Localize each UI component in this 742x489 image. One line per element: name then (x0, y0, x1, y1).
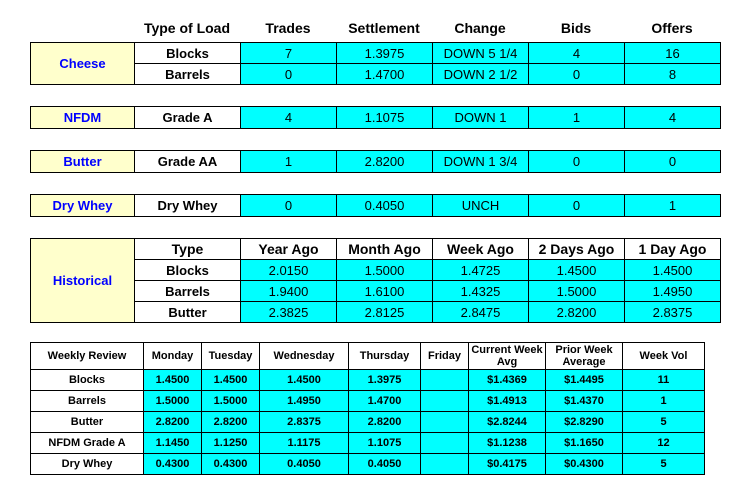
offers-cell: 16 (625, 43, 721, 64)
value-cell: $1.4370 (546, 391, 623, 412)
bids-cell: 0 (529, 64, 625, 85)
change-cell: DOWN 1 3/4 (433, 151, 529, 173)
value-cell: $0.4300 (546, 454, 623, 475)
historical-header-row (31, 239, 721, 260)
value-cell: 1.1250 (202, 433, 260, 454)
drywhey-table (30, 194, 721, 217)
trades-cell: 0 (241, 64, 337, 85)
value-cell: 2.8200 (202, 412, 260, 433)
value-cell: 1.6100 (337, 281, 433, 302)
value-cell: $2.8290 (546, 412, 623, 433)
weekly-header: Week Vol (623, 343, 705, 370)
value-cell: $1.4913 (469, 391, 546, 412)
value-cell: 2.3825 (241, 302, 337, 323)
weekly-header: Thursday (349, 343, 421, 370)
trades-cell: 0 (241, 195, 337, 217)
header-row (134, 17, 720, 39)
value-cell: 1.5000 (529, 281, 625, 302)
value-cell: 1.3975 (349, 370, 421, 391)
drywhey-label: Dry Whey (31, 195, 135, 217)
header-type-of-load: Type of Load (143, 20, 231, 36)
change-cell: UNCH (433, 195, 529, 217)
product-cell: Butter (31, 412, 144, 433)
value-cell: 1.5000 (202, 391, 260, 412)
value-cell: 0.4300 (144, 454, 202, 475)
historical-row-blocks (31, 260, 721, 281)
header-settlement: Settlement (348, 20, 420, 36)
type-cell: Blocks (135, 260, 241, 281)
weekly-review-table (30, 342, 705, 475)
value-cell: 2.8125 (337, 302, 433, 323)
nfdm-row (31, 107, 721, 129)
trades-cell: 7 (241, 43, 337, 64)
value-cell (421, 412, 469, 433)
trades-cell: 1 (241, 151, 337, 173)
butter-label: Butter (31, 151, 135, 173)
header-trades: Trades (265, 20, 311, 36)
header-bids: Bids (560, 20, 592, 36)
value-cell: 2.8475 (433, 302, 529, 323)
value-cell: 1.4500 (260, 370, 349, 391)
value-cell: 1.4500 (144, 370, 202, 391)
value-cell: $2.8244 (469, 412, 546, 433)
historical-label: Historical (31, 239, 135, 323)
weekly-header: Monday (144, 343, 202, 370)
offers-cell: 1 (625, 195, 721, 217)
value-cell (421, 370, 469, 391)
historical-header: Type (135, 239, 241, 260)
butter-row (31, 151, 721, 173)
weekly-header: Tuesday (202, 343, 260, 370)
header-change: Change (454, 20, 506, 36)
nfdm-label: NFDM (31, 107, 135, 129)
value-cell: 2.8200 (349, 412, 421, 433)
historical-header: 1 Day Ago (625, 239, 721, 260)
product-cell: Barrels (31, 391, 144, 412)
value-cell (421, 454, 469, 475)
value-cell: 2.8200 (529, 302, 625, 323)
value-cell: 1.4950 (260, 391, 349, 412)
type-cell: Blocks (135, 43, 241, 64)
weekly-header: Prior Week Average (546, 343, 623, 370)
historical-row-barrels (31, 281, 721, 302)
value-cell: 1.1075 (349, 433, 421, 454)
value-cell: 1.4950 (625, 281, 721, 302)
value-cell: 0.4050 (260, 454, 349, 475)
product-cell: Dry Whey (31, 454, 144, 475)
value-cell: 1.5000 (337, 260, 433, 281)
trades-cell: 4 (241, 107, 337, 129)
value-cell: 2.0150 (241, 260, 337, 281)
offers-cell: 4 (625, 107, 721, 129)
value-cell (421, 433, 469, 454)
value-cell: 2.8375 (625, 302, 721, 323)
type-cell: Grade AA (135, 151, 241, 173)
settlement-cell: 0.4050 (337, 195, 433, 217)
offers-cell: 0 (625, 151, 721, 173)
value-cell: 1.4700 (349, 391, 421, 412)
value-cell: 1.4725 (433, 260, 529, 281)
historical-header: Year Ago (241, 239, 337, 260)
historical-header: Month Ago (337, 239, 433, 260)
value-cell: 1.4500 (202, 370, 260, 391)
value-cell: $1.4369 (469, 370, 546, 391)
historical-table (30, 238, 721, 323)
value-cell (421, 391, 469, 412)
weekly-row-barrels (31, 391, 705, 412)
weekly-header: Friday (421, 343, 469, 370)
type-cell: Butter (135, 302, 241, 323)
weekly-header: Weekly Review (31, 343, 144, 370)
settlement-cell: 1.1075 (337, 107, 433, 129)
value-cell: 1.4325 (433, 281, 529, 302)
cheese-label: Cheese (31, 43, 135, 85)
value-cell: 12 (623, 433, 705, 454)
butter-table (30, 150, 721, 173)
change-cell: DOWN 2 1/2 (433, 64, 529, 85)
value-cell: 1.1450 (144, 433, 202, 454)
cheese-row-blocks (31, 43, 721, 64)
value-cell: 11 (623, 370, 705, 391)
type-cell: Dry Whey (135, 195, 241, 217)
bids-cell: 1 (529, 107, 625, 129)
bids-cell: 4 (529, 43, 625, 64)
settlement-cell: 2.8200 (337, 151, 433, 173)
historical-header: 2 Days Ago (529, 239, 625, 260)
value-cell: 1.9400 (241, 281, 337, 302)
change-cell: DOWN 1 (433, 107, 529, 129)
value-cell: $1.4495 (546, 370, 623, 391)
drywhey-row (31, 195, 721, 217)
value-cell: 2.8375 (260, 412, 349, 433)
value-cell: 0.4300 (202, 454, 260, 475)
value-cell: $0.4175 (469, 454, 546, 475)
value-cell: 1.1175 (260, 433, 349, 454)
type-cell: Barrels (135, 64, 241, 85)
product-cell: NFDM Grade A (31, 433, 144, 454)
cheese-row-barrels (31, 64, 721, 85)
value-cell: $1.1238 (469, 433, 546, 454)
historical-header: Week Ago (433, 239, 529, 260)
weekly-header-row (31, 343, 705, 370)
bids-cell: 0 (529, 151, 625, 173)
value-cell: 5 (623, 412, 705, 433)
settlement-cell: 1.4700 (337, 64, 433, 85)
weekly-row-blocks (31, 370, 705, 391)
value-cell: 5 (623, 454, 705, 475)
value-cell: 1.4500 (625, 260, 721, 281)
value-cell: 1.5000 (144, 391, 202, 412)
weekly-row-nfdm (31, 433, 705, 454)
nfdm-table (30, 106, 721, 129)
weekly-row-butter (31, 412, 705, 433)
type-cell: Barrels (135, 281, 241, 302)
weekly-header: Wednesday (260, 343, 349, 370)
value-cell: 0.4050 (349, 454, 421, 475)
bids-cell: 0 (529, 195, 625, 217)
weekly-header: Current Week Avg (469, 343, 546, 370)
value-cell: 1 (623, 391, 705, 412)
value-cell: 1.4500 (529, 260, 625, 281)
offers-cell: 8 (625, 64, 721, 85)
product-cell: Blocks (31, 370, 144, 391)
settlement-cell: 1.3975 (337, 43, 433, 64)
value-cell: $1.1650 (546, 433, 623, 454)
header-offers: Offers (651, 20, 693, 36)
cheese-table (30, 42, 721, 85)
type-cell: Grade A (135, 107, 241, 129)
value-cell: 2.8200 (144, 412, 202, 433)
change-cell: DOWN 5 1/4 (433, 43, 529, 64)
historical-row-butter (31, 302, 721, 323)
weekly-row-drywhey (31, 454, 705, 475)
